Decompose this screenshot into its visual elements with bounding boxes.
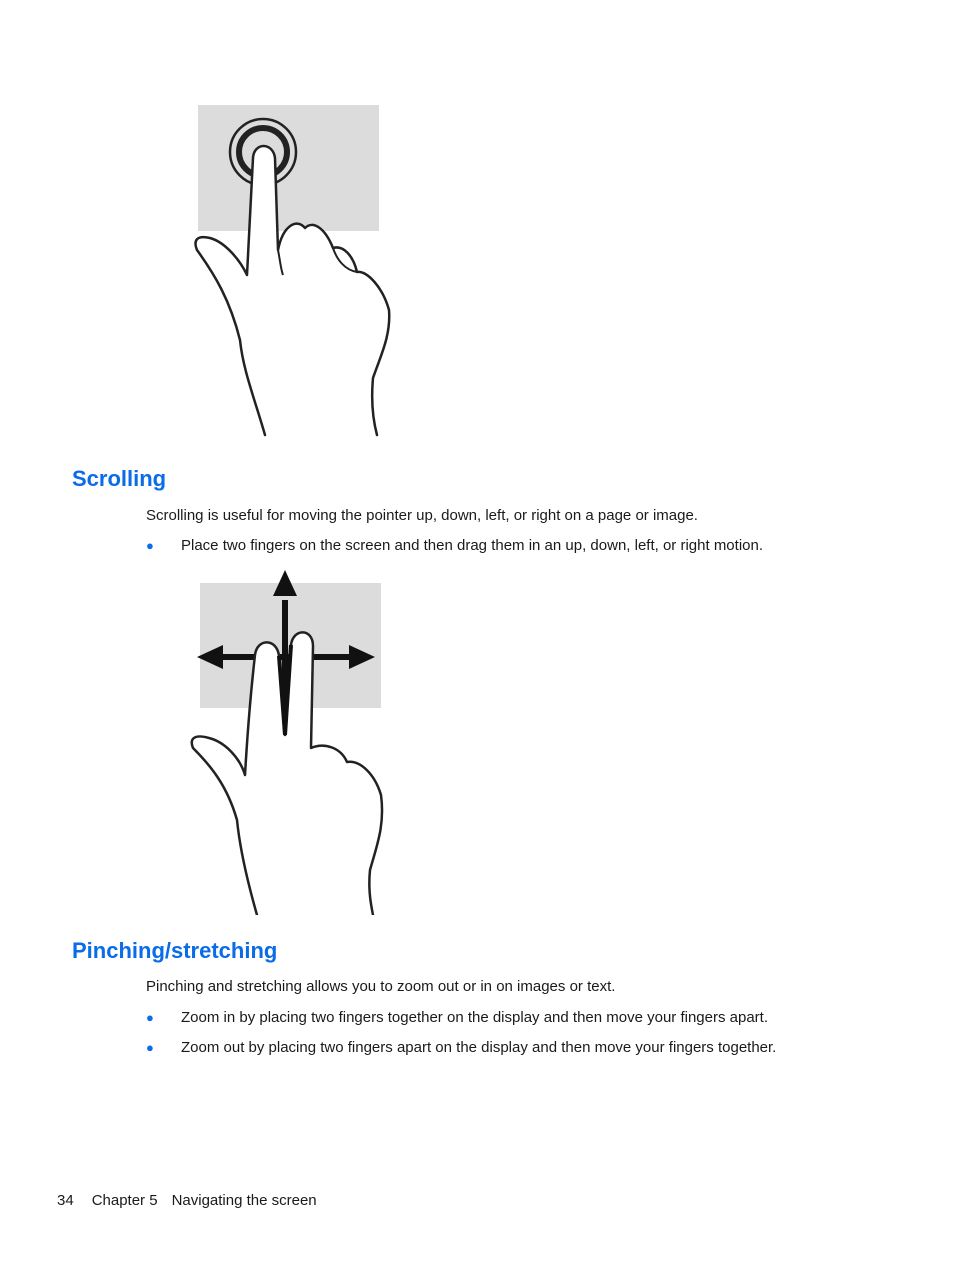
tap-gesture-illustration: [185, 100, 400, 445]
page-footer: [57, 1191, 317, 1211]
scrolling-description: Scrolling is useful for moving the pointer up, down, left, or right on a page or image.: [146, 507, 698, 524]
bullet-icon: ●: [146, 538, 154, 553]
bullet-icon: ●: [146, 1010, 154, 1025]
list-item-text: Zoom in by placing two fingers together on the display and then move your fingers apart.: [181, 1009, 768, 1026]
pinching-heading: Pinching/stretching: [72, 938, 278, 963]
page-number: 34: [57, 1192, 74, 1209]
list-item-text: Place two fingers on the screen and then drag them in an up, down, left, or right motion.: [181, 537, 764, 554]
two-finger-scroll-icon: [185, 570, 400, 915]
pinching-description: Pinching and stretching allows you to zoom out or in on images or text.: [146, 978, 616, 995]
one-finger-tap-icon: [185, 100, 400, 445]
chapter-title: Navigating the screen: [171, 1192, 317, 1209]
list-item-text: Zoom out by placing two fingers apart on the display and then move your fingers together.: [181, 1039, 777, 1056]
bullet-icon: ●: [146, 1040, 154, 1055]
scroll-gesture-illustration: [185, 570, 400, 915]
chapter-label: Chapter 5: [91, 1192, 158, 1209]
touch-area: [198, 105, 379, 231]
scrolling-heading: Scrolling: [72, 466, 167, 491]
